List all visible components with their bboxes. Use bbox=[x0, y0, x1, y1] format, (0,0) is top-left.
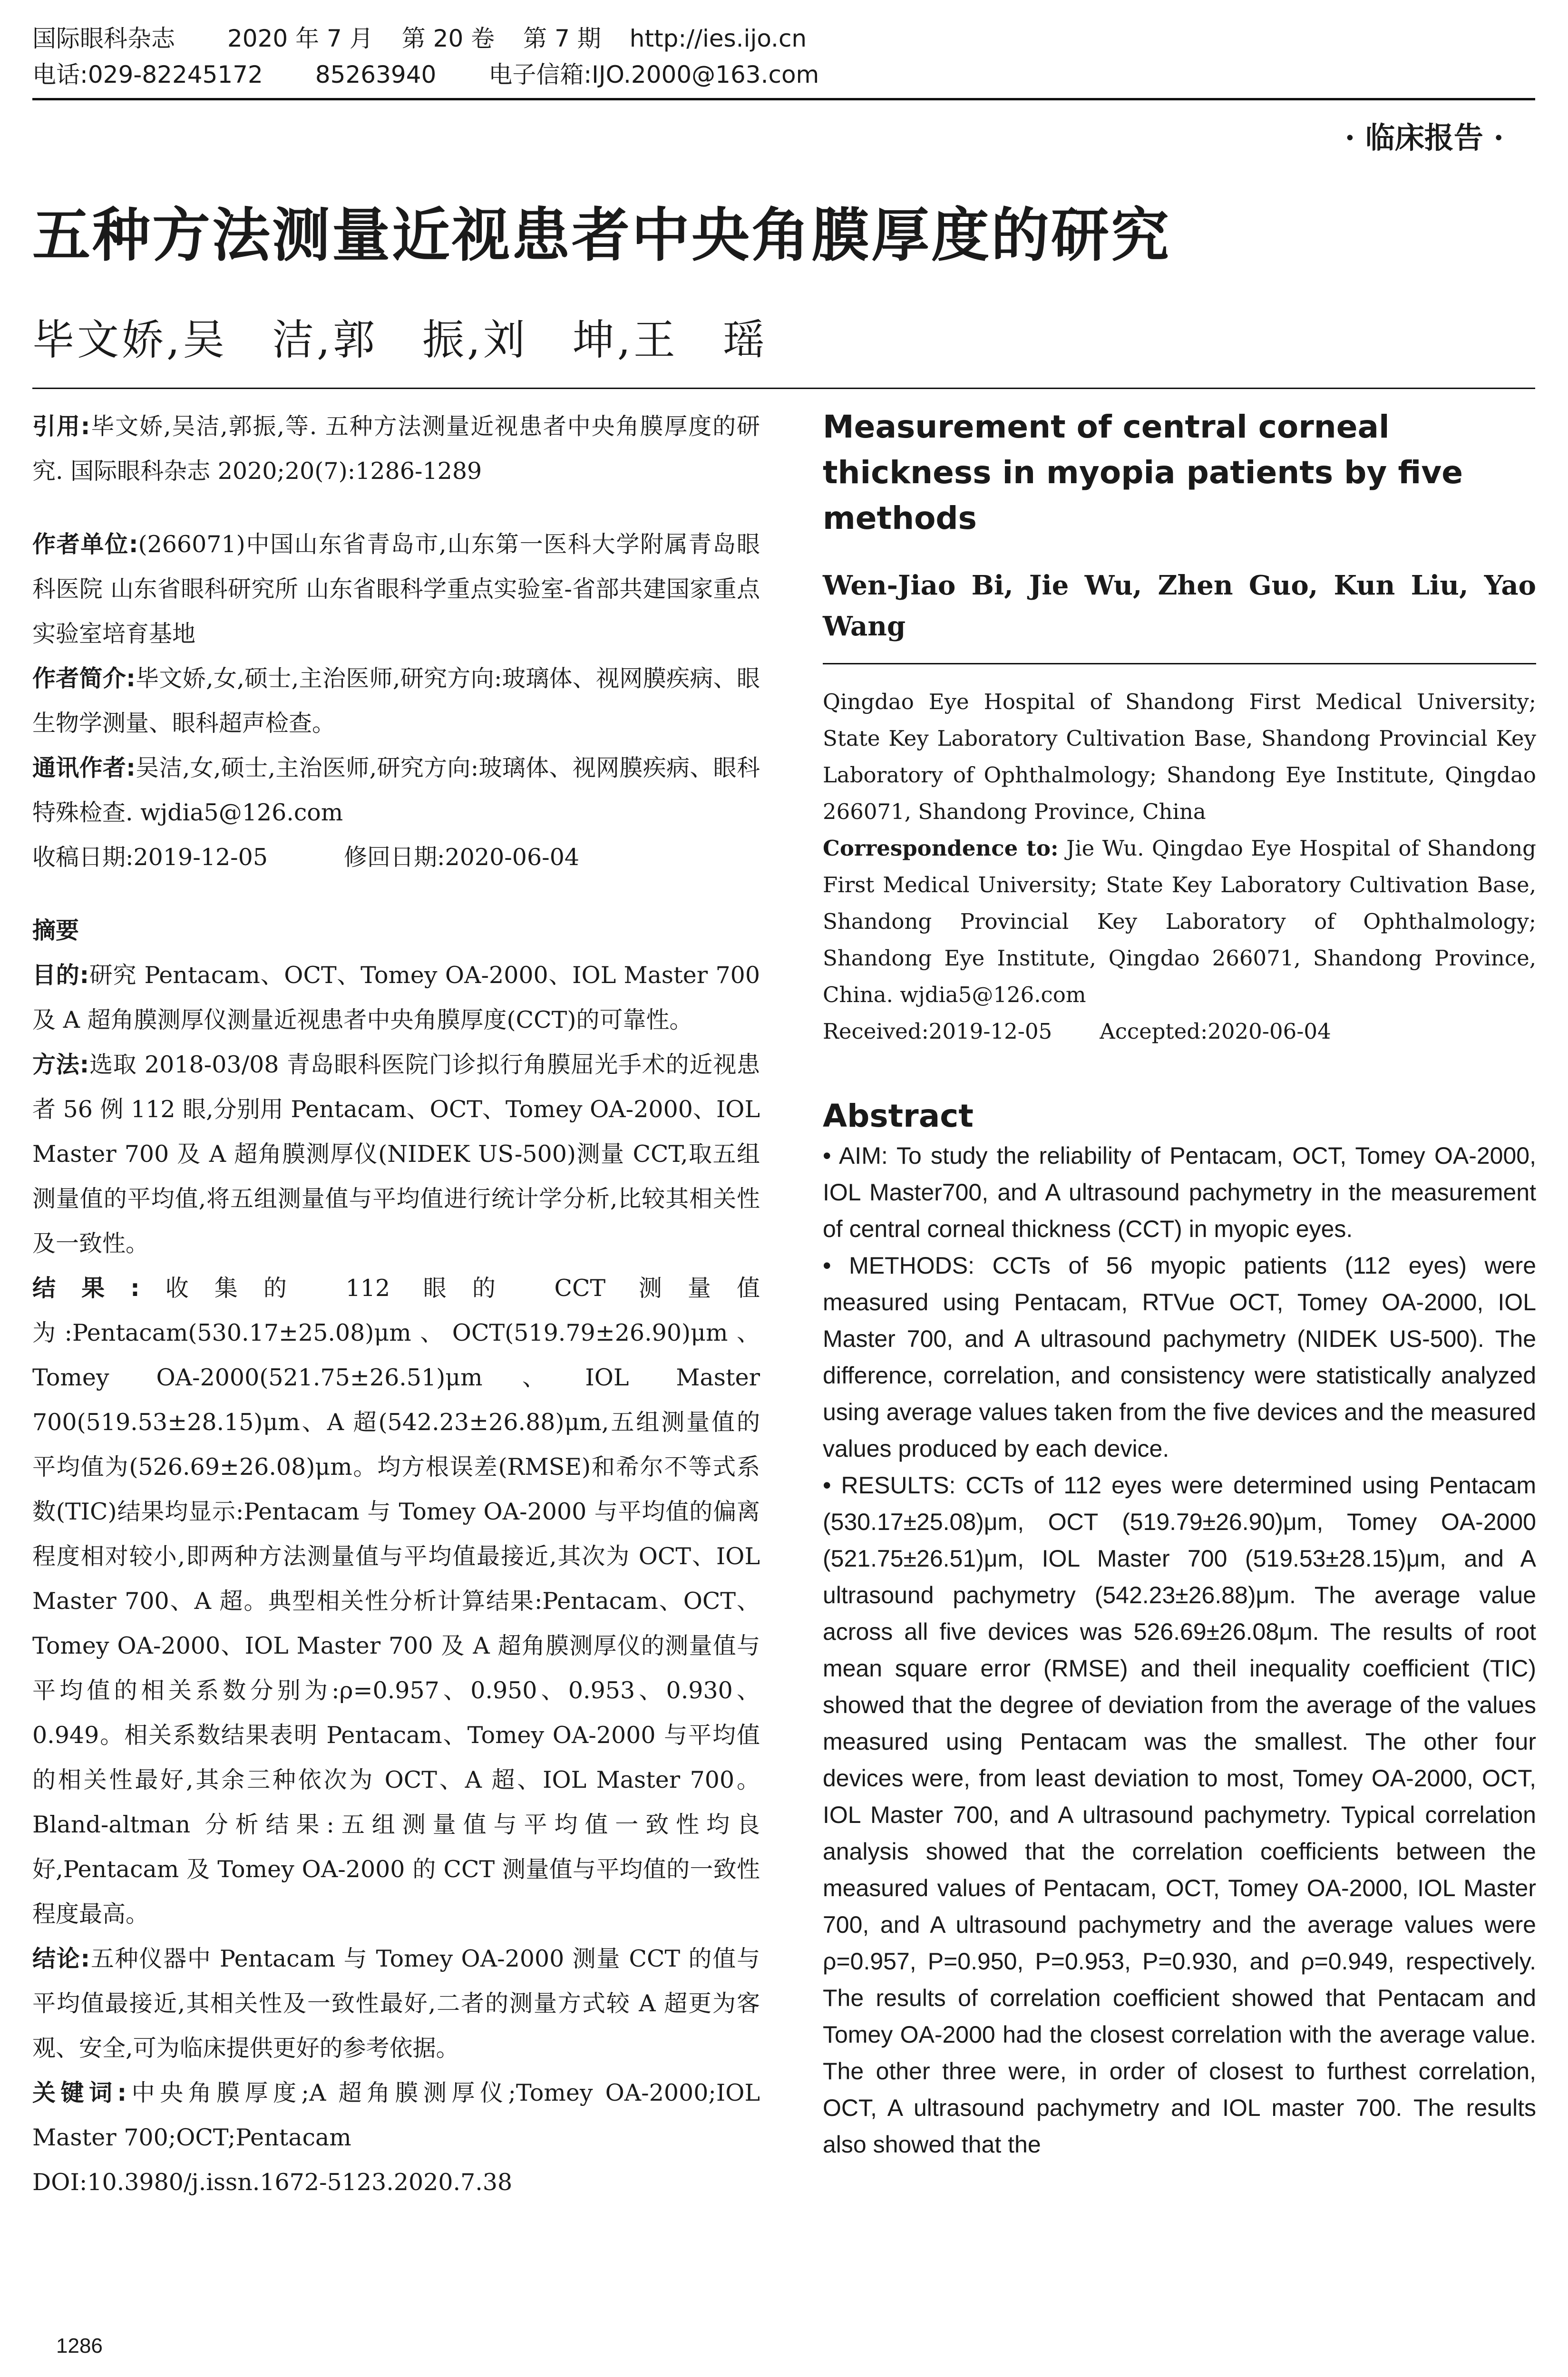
affiliation-en: Qingdao Eye Hospital of Shandong First Medical University; State Key Laboratory Cultivation Base, Shandong Provincial Key Laboratory of Ophthalmology; Shandong Eye Institute, Qingdao 266071, Shandong Province, China bbox=[823, 689, 1536, 824]
abstract-en bbox=[823, 1138, 1536, 2163]
header-line-2 bbox=[32, 60, 819, 89]
accepted-date-en: Accepted:2020-06-04 bbox=[1100, 1019, 1331, 1044]
section-tag: · 临床报告 · bbox=[1344, 120, 1504, 155]
phone: 电话:029-82245172 bbox=[32, 61, 263, 88]
volume: 第 20 卷 bbox=[401, 25, 495, 52]
correspondence-en bbox=[823, 830, 1536, 1013]
revised-date-cn: 修回日期:2020-06-04 bbox=[344, 844, 580, 871]
left-column bbox=[32, 404, 760, 2205]
email[interactable]: 电子信箱:IJO.2000@163.com bbox=[488, 61, 819, 88]
corr-label: 通讯作者: bbox=[32, 754, 136, 781]
header-line-1 bbox=[32, 24, 807, 53]
affiliation bbox=[32, 522, 760, 656]
affiliation-text: (266071)中国山东省青岛市,山东第一医科大学附属青岛眼科医院 山东省眼科研究所 山东省眼科学重点实验室-省部共建国家重点实验室培育基地 bbox=[32, 531, 760, 647]
results-text-cn: 收集的 112 眼的 CCT 测量值为:Pentacam(530.17±25.08)μm、OCT(519.79±26.90)μm、Tomey OA-2000(521.75±26.51)μm、IOL Master 700(519.53±28.15)μm、A 超(542.23±26.88)μm,五组测量值的平均值为(526.69±26.08)μm。均方根误差(RMSE)和希尔不等式系数(TIC)结果均显示:Pentacam 与 Tomey OA-2000 与平均值的偏离程度相对较小,即两种方法测量值与平均值最接近,其次为 OCT、IOL Master 700、A 超。典型相关性分析计算结果:Pentacam、OCT、Tomey OA-2000、IOL Master 700 及 A 超角膜测厚仪的测量值与平均值的相关系数分别为:ρ=0.957、0.950、0.953、0.930、0.949。相关系数结果表明 Pentacam、Tomey OA-2000 与平均值的相关性最好,其余三种依次为 OCT、A 超、IOL Master 700。Bland-altman 分析结果:五组测量值与平均值一致性均良好,Pentacam 及 Tomey OA-2000 的 CCT 测量值与平均值的一致性程度最高。 bbox=[32, 1275, 760, 1928]
page-number: 1286 bbox=[56, 2334, 103, 2358]
keywords-text-cn: 中央角膜厚度;A 超角膜测厚仪;Tomey OA-2000;IOL Master 700;OCT;Pentacam bbox=[32, 2079, 760, 2151]
doi[interactable]: DOI:10.3980/j.issn.1672-5123.2020.7.38 bbox=[32, 2169, 513, 2196]
issue-date: 2020 年 7 月 bbox=[227, 25, 373, 52]
abstract-heading-cn: 摘要 bbox=[32, 917, 79, 944]
journal-name: 国际眼科杂志 bbox=[32, 25, 175, 52]
methods-label-cn: 方法: bbox=[32, 1051, 89, 1078]
citation-text: 毕文娇,吴洁,郭振,等. 五种方法测量近视患者中央角膜厚度的研究. 国际眼科杂志 2020;20(7):1286-1289 bbox=[32, 413, 760, 485]
header-rule bbox=[32, 98, 1535, 100]
citation bbox=[32, 404, 760, 494]
received-date-cn: 收稿日期:2019-12-05 bbox=[32, 844, 268, 871]
results-cn bbox=[32, 1266, 760, 1937]
abstract-heading-en: Abstract bbox=[823, 1098, 974, 1134]
authors-cn: 毕文娇,吴 洁,郭 振,刘 坤,王 瑶 bbox=[32, 315, 768, 364]
bio-label: 作者简介: bbox=[32, 665, 136, 692]
aim-en: • AIM: To study the reliability of Pentacam, OCT, Tomey OA-2000, IOL Master700, and A ultrasound pachymetry in the measurement of central corneal thickness (CCT) in myopic eyes. bbox=[823, 1142, 1536, 1242]
phone-2: 85263940 bbox=[315, 61, 437, 88]
affiliation-label: 作者单位: bbox=[32, 531, 138, 558]
aim-label-cn: 目的: bbox=[32, 962, 89, 989]
authors-en-rule bbox=[823, 663, 1536, 664]
conclusion-text-cn: 五种仪器中 Pentacam 与 Tomey OA-2000 测量 CCT 的值与平均值最接近,其相关性及一致性最好,二者的测量方式较 A 超更为客观、安全,可为临床提供更好的参考依据。 bbox=[32, 1945, 760, 2062]
correspondence-text-en: Jie Wu. Qingdao Eye Hospital of Shandong First Medical University; State Key Laboratory Cultivation Base, Shandong Provincial Key Laboratory of Ophthalmology; Shandong Eye Institute, Qingdao 266071, Shandong Province, China. wjdia5@126.com bbox=[823, 836, 1536, 1007]
issue-number: 第 7 期 bbox=[523, 25, 601, 52]
dates-cn bbox=[32, 835, 760, 880]
received-date-en: Received:2019-12-05 bbox=[823, 1019, 1052, 1044]
aim-text-cn: 研究 Pentacam、OCT、Tomey OA-2000、IOL Master 700 及 A 超角膜测厚仪测量近视患者中央角膜厚度(CCT)的可靠性。 bbox=[32, 962, 760, 1033]
author-bio bbox=[32, 656, 760, 746]
dates-en bbox=[823, 1013, 1536, 1050]
keywords-label-cn: 关键词: bbox=[32, 2079, 127, 2106]
article-title-en: Measurement of central corneal thickness in myopia patients by five methods bbox=[823, 409, 1463, 536]
aim-cn bbox=[32, 953, 760, 1042]
methods-text-cn: 选取 2018-03/08 青岛眼科医院门诊拟行角膜屈光手术的近视患者 56 例 112 眼,分别用 Pentacam、OCT、Tomey OA-2000、IOL Master 700 及 A 超角膜测厚仪(NIDEK US-500)测量 CCT,取五组测量值的平均值,将五组测量值与平均值进行统计学分析,比较其相关性及一致性。 bbox=[32, 1051, 760, 1257]
results-en: • RESULTS: CCTs of 112 eyes were determined using Pentacam (530.17±25.08)μm, OCT (519.79±26.90)μm, Tomey OA-2000 (521.75±26.51)μm, IOL Master 700 (519.53±28.15)μm, and A ultrasound pachymetry (542.23±26.88)μm. The average value across all five devices was 526.69±26.08μm. The results of root mean square error (RMSE) and theil inequality coefficient (TIC) showed that the degree of deviation from the average of the values measured using Pentacam was the smallest. The other four devices were, from least deviation to most, Tomey OA-2000, OCT, IOL Master 700, and A ultrasound pachymetry. Typical correlation analysis showed that the correlation coefficients between the measured values of Pentacam, OCT, Tomey OA-2000, IOL Master 700, and A ultrasound pachymetry and the average values were ρ=0.957, P=0.950, P=0.953, P=0.930, and ρ=0.949, respectively. The results of correlation coefficient showed that Pentacam and Tomey OA-2000 had the closest correlation with the average value. The other three were, in order of closest to furthest correlation, OCT, A ultrasound pachymetry and IOL master 700. The results also showed that the bbox=[823, 1472, 1536, 2158]
article-title-cn: 五种方法测量近视患者中央角膜厚度的研究 bbox=[32, 202, 1171, 269]
authors-rule bbox=[32, 388, 1535, 389]
journal-url[interactable]: http://ies.ijo.cn bbox=[629, 25, 807, 52]
conclusion-cn bbox=[32, 1937, 760, 2071]
affiliation-block-en bbox=[823, 683, 1536, 1050]
right-column bbox=[823, 404, 1536, 2163]
corresponding-author bbox=[32, 746, 760, 835]
keywords-cn bbox=[32, 2071, 760, 2160]
results-label-cn: 结果: bbox=[32, 1275, 140, 1302]
methods-en: • METHODS: CCTs of 56 myopic patients (112 eyes) were measured using Pentacam, RTVue OCT, Tomey OA-2000, IOL Master 700, and A ultrasound pachymetry (NIDEK US-500). The difference, correlation, and consistency were statistically analyzed using average values taken from the five devices and the measured values produced by each device. bbox=[823, 1252, 1536, 1462]
authors-en: Wen-Jiao Bi, Jie Wu, Zhen Guo, Kun Liu, Yao Wang bbox=[823, 570, 1536, 642]
correspondence-label-en: Correspondence to: bbox=[823, 836, 1059, 861]
conclusion-label-cn: 结论: bbox=[32, 1945, 90, 1972]
citation-label: 引用: bbox=[32, 413, 90, 440]
bio-text: 毕文娇,女,硕士,主治医师,研究方向:玻璃体、视网膜疾病、眼生物学测量、眼科超声检查。 bbox=[32, 665, 760, 737]
corr-text: 吴洁,女,硕士,主治医师,研究方向:玻璃体、视网膜疾病、眼科特殊检查. wjdia5@126.com bbox=[32, 754, 760, 826]
methods-cn bbox=[32, 1042, 760, 1266]
